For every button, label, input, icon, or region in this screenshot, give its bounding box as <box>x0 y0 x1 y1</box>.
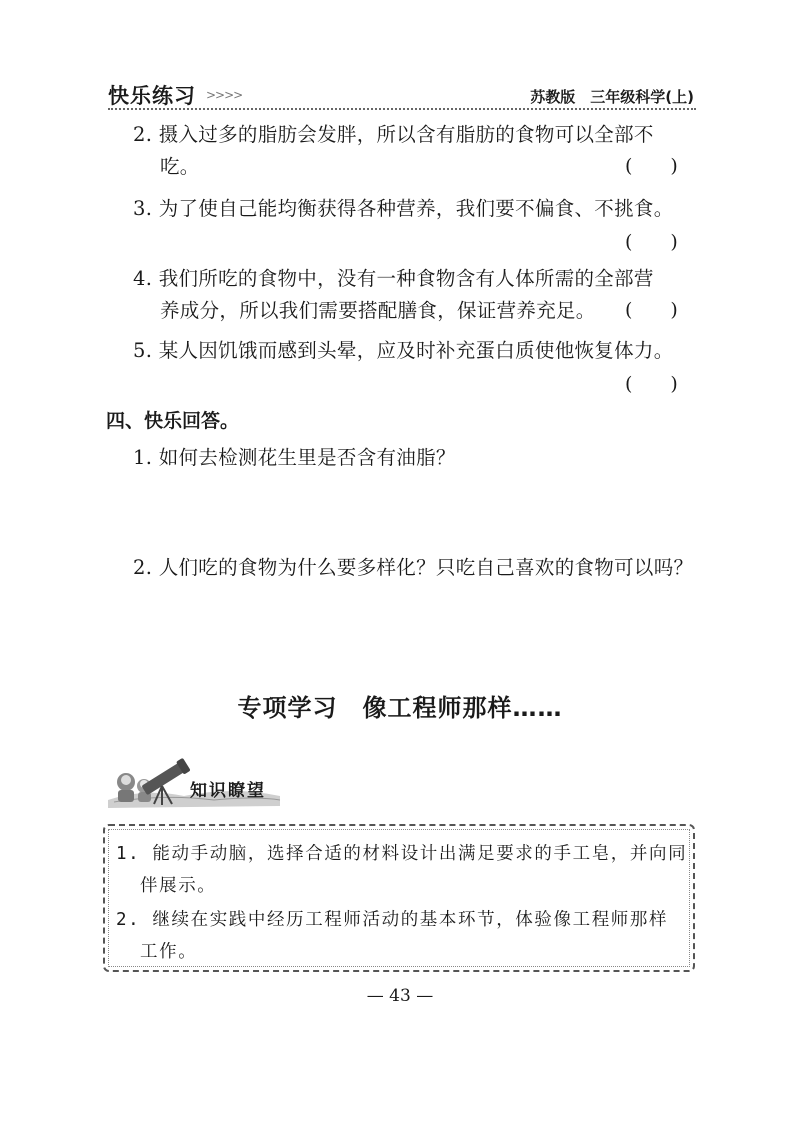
judgment-2-line2: 吃。 <box>160 155 200 178</box>
judgment-4-line1: 4. 我们所吃的食物中，没有一种食物含有人体所需的全部营 <box>133 267 654 290</box>
page-number: — 43 — <box>366 986 434 1006</box>
judgment-4-line2: 养成分，所以我们需要搭配膳食，保证营养充足。 <box>160 299 596 322</box>
judgment-2-answer-blank[interactable]: ( ) <box>625 155 678 177</box>
header-book-title: 快乐练习 <box>108 84 196 108</box>
judgment-2-line1: 2. 摄入过多的脂肪会发胖，所以含有脂肪的食物可以全部不 <box>133 123 654 146</box>
judgment-3-answer-blank[interactable]: ( ) <box>625 231 678 253</box>
special-study-title: 专项学习 像工程师那样…… <box>237 694 563 722</box>
judgment-5-answer-blank[interactable]: ( ) <box>625 373 678 395</box>
header-edition: 苏教版 三年级科学(上) <box>530 88 694 106</box>
judgment-5-line1: 5. 某人因饥饿而感到头晕，应及时补充蛋白质使他恢复体力。 <box>133 339 674 362</box>
header-divider <box>108 108 696 110</box>
section-4-heading: 四、快乐回答。 <box>106 410 240 432</box>
goal-2-line2: 工作。 <box>140 942 198 962</box>
judgment-4-answer-blank[interactable]: ( ) <box>625 299 678 321</box>
answer-question-2: 2. 人们吃的食物为什么要多样化？只吃自己喜欢的食物可以吗？ <box>133 556 694 579</box>
goal-1-line1: 1. 能动手动脑，选择合适的材料设计出满足要求的手工皂，并向同 <box>116 844 688 864</box>
knowledge-outlook-label: 知识瞭望 <box>190 781 266 801</box>
header-arrows-decoration: >>>> <box>206 88 243 102</box>
goal-1-line2: 伴展示。 <box>140 876 217 896</box>
judgment-3-line1: 3. 为了使自己能均衡获得各种营养，我们要不偏食、不挑食。 <box>133 197 674 220</box>
answer-question-1: 1. 如何去检测花生里是否含有油脂？ <box>133 446 456 469</box>
goal-2-line1: 2. 继续在实践中经历工程师活动的基本环节，体验像工程师那样 <box>116 910 669 930</box>
